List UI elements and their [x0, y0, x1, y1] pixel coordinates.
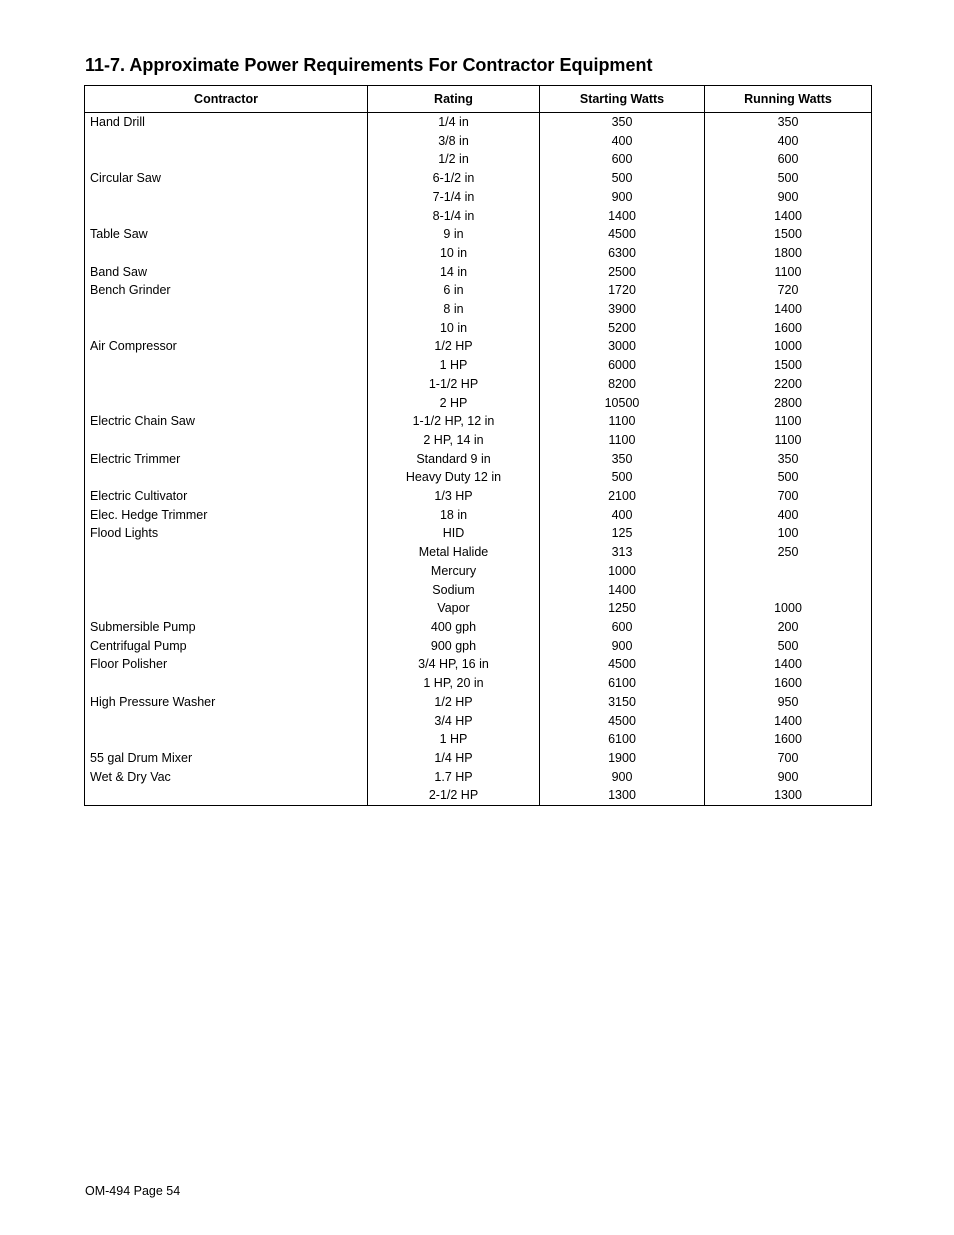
cell-starting-watts: 1400 [540, 581, 705, 600]
cell-rating: 1 HP [368, 356, 540, 375]
cell-rating: 6-1/2 in [368, 169, 540, 188]
page-footer: OM-494 Page 54 [85, 1184, 181, 1198]
cell-starting-watts: 10500 [540, 394, 705, 413]
cell-rating: 1-1/2 HP [368, 375, 540, 394]
cell-starting-watts: 3000 [540, 337, 705, 356]
cell-contractor [85, 581, 368, 600]
table-row [85, 169, 872, 188]
cell-running-watts [705, 581, 872, 600]
cell-starting-watts: 1400 [540, 207, 705, 226]
cell-rating: Standard 9 in [368, 450, 540, 469]
header-contractor: Contractor [85, 86, 368, 113]
table-row [85, 188, 872, 207]
cell-starting-watts: 1900 [540, 749, 705, 768]
cell-running-watts: 400 [705, 506, 872, 525]
cell-running-watts: 350 [705, 450, 872, 469]
cell-starting-watts: 600 [540, 618, 705, 637]
cell-running-watts: 500 [705, 169, 872, 188]
table-row [85, 468, 872, 487]
cell-running-watts: 500 [705, 468, 872, 487]
cell-contractor: Electric Cultivator [85, 487, 368, 506]
cell-rating: 10 in [368, 319, 540, 338]
cell-rating: 10 in [368, 244, 540, 263]
cell-starting-watts: 3150 [540, 693, 705, 712]
cell-starting-watts: 350 [540, 113, 705, 132]
cell-running-watts: 1600 [705, 319, 872, 338]
cell-contractor: High Pressure Washer [85, 693, 368, 712]
cell-running-watts: 500 [705, 637, 872, 656]
cell-contractor: Centrifugal Pump [85, 637, 368, 656]
cell-contractor [85, 132, 368, 151]
cell-contractor [85, 674, 368, 693]
table-row [85, 300, 872, 319]
cell-rating: 1 HP [368, 730, 540, 749]
table-row [85, 618, 872, 637]
cell-contractor [85, 375, 368, 394]
cell-rating: 18 in [368, 506, 540, 525]
table-row [85, 693, 872, 712]
cell-starting-watts: 400 [540, 132, 705, 151]
cell-rating: Mercury [368, 562, 540, 581]
cell-starting-watts: 3900 [540, 300, 705, 319]
cell-running-watts: 200 [705, 618, 872, 637]
cell-running-watts: 350 [705, 113, 872, 132]
cell-running-watts: 1100 [705, 263, 872, 282]
cell-running-watts: 700 [705, 487, 872, 506]
cell-rating: 14 in [368, 263, 540, 282]
cell-rating: 1 HP, 20 in [368, 674, 540, 693]
header-starting-watts: Starting Watts [540, 86, 705, 113]
cell-running-watts: 1000 [705, 599, 872, 618]
cell-rating: 1-1/2 HP, 12 in [368, 412, 540, 431]
table-row [85, 375, 872, 394]
cell-running-watts: 1500 [705, 225, 872, 244]
cell-running-watts: 1400 [705, 300, 872, 319]
cell-starting-watts: 500 [540, 468, 705, 487]
cell-running-watts: 700 [705, 749, 872, 768]
cell-running-watts: 1100 [705, 412, 872, 431]
table-row [85, 581, 872, 600]
table-row [85, 674, 872, 693]
cell-rating: 1/3 HP [368, 487, 540, 506]
cell-rating: 1/4 in [368, 113, 540, 132]
header-running-watts: Running Watts [705, 86, 872, 113]
table-row [85, 431, 872, 450]
cell-starting-watts: 4500 [540, 225, 705, 244]
cell-rating: 1.7 HP [368, 768, 540, 787]
cell-contractor [85, 431, 368, 450]
cell-running-watts: 720 [705, 281, 872, 300]
cell-running-watts: 2800 [705, 394, 872, 413]
cell-contractor [85, 562, 368, 581]
cell-contractor: Hand Drill [85, 113, 368, 132]
cell-running-watts: 950 [705, 693, 872, 712]
cell-contractor [85, 356, 368, 375]
cell-rating: Metal Halide [368, 543, 540, 562]
table-row [85, 263, 872, 282]
cell-contractor [85, 543, 368, 562]
cell-starting-watts: 6300 [540, 244, 705, 263]
cell-contractor: Flood Lights [85, 524, 368, 543]
cell-starting-watts: 6000 [540, 356, 705, 375]
table-header-row [85, 86, 872, 113]
header-rating: Rating [368, 86, 540, 113]
cell-running-watts: 900 [705, 188, 872, 207]
cell-rating: 400 gph [368, 618, 540, 637]
cell-rating: HID [368, 524, 540, 543]
cell-rating: 1/2 HP [368, 337, 540, 356]
table-row [85, 113, 872, 132]
cell-starting-watts: 4500 [540, 712, 705, 731]
cell-rating: 8 in [368, 300, 540, 319]
cell-rating: 2 HP, 14 in [368, 431, 540, 450]
cell-starting-watts: 1100 [540, 431, 705, 450]
cell-starting-watts: 900 [540, 188, 705, 207]
power-requirements-table [84, 85, 872, 806]
cell-starting-watts: 5200 [540, 319, 705, 338]
cell-contractor: Bench Grinder [85, 281, 368, 300]
cell-contractor: Table Saw [85, 225, 368, 244]
table-row [85, 599, 872, 618]
table-row [85, 524, 872, 543]
cell-contractor: Electric Chain Saw [85, 412, 368, 431]
cell-rating: 9 in [368, 225, 540, 244]
cell-starting-watts: 125 [540, 524, 705, 543]
cell-rating: 1/2 HP [368, 693, 540, 712]
cell-contractor [85, 712, 368, 731]
cell-contractor [85, 207, 368, 226]
cell-running-watts: 1300 [705, 786, 872, 805]
cell-contractor: Floor Polisher [85, 655, 368, 674]
cell-contractor [85, 319, 368, 338]
cell-starting-watts: 400 [540, 506, 705, 525]
cell-running-watts: 1400 [705, 655, 872, 674]
table-row [85, 450, 872, 469]
cell-contractor: Circular Saw [85, 169, 368, 188]
cell-running-watts: 1400 [705, 207, 872, 226]
cell-rating: 1/2 in [368, 150, 540, 169]
cell-running-watts: 1600 [705, 730, 872, 749]
cell-rating: 6 in [368, 281, 540, 300]
cell-running-watts: 2200 [705, 375, 872, 394]
cell-contractor: Electric Trimmer [85, 450, 368, 469]
table-row [85, 768, 872, 787]
table-row [85, 543, 872, 562]
cell-starting-watts: 6100 [540, 674, 705, 693]
cell-rating: 8-1/4 in [368, 207, 540, 226]
cell-starting-watts: 900 [540, 768, 705, 787]
table-row [85, 281, 872, 300]
table-row [85, 506, 872, 525]
cell-rating: Sodium [368, 581, 540, 600]
table-row [85, 637, 872, 656]
cell-rating: 2 HP [368, 394, 540, 413]
table-row [85, 244, 872, 263]
cell-rating: 3/4 HP [368, 712, 540, 731]
cell-contractor: Air Compressor [85, 337, 368, 356]
cell-starting-watts: 313 [540, 543, 705, 562]
table-row [85, 132, 872, 151]
table-row [85, 394, 872, 413]
cell-rating: 3/8 in [368, 132, 540, 151]
cell-running-watts: 1000 [705, 337, 872, 356]
table-row [85, 712, 872, 731]
table-row [85, 337, 872, 356]
cell-contractor: Band Saw [85, 263, 368, 282]
cell-starting-watts: 8200 [540, 375, 705, 394]
cell-starting-watts: 1250 [540, 599, 705, 618]
cell-contractor [85, 188, 368, 207]
cell-rating: Vapor [368, 599, 540, 618]
cell-starting-watts: 6100 [540, 730, 705, 749]
cell-starting-watts: 1300 [540, 786, 705, 805]
cell-contractor [85, 394, 368, 413]
cell-running-watts: 100 [705, 524, 872, 543]
section-title: 11-7. Approximate Power Requirements For Contractor Equipment [85, 55, 653, 75]
cell-running-watts: 1500 [705, 356, 872, 375]
cell-running-watts: 1400 [705, 712, 872, 731]
cell-rating: 3/4 HP, 16 in [368, 655, 540, 674]
cell-running-watts: 250 [705, 543, 872, 562]
cell-contractor [85, 468, 368, 487]
cell-rating: 900 gph [368, 637, 540, 656]
table-row [85, 749, 872, 768]
cell-running-watts: 1600 [705, 674, 872, 693]
cell-contractor [85, 786, 368, 805]
table-row [85, 319, 872, 338]
cell-rating: 7-1/4 in [368, 188, 540, 207]
cell-starting-watts: 350 [540, 450, 705, 469]
cell-running-watts: 600 [705, 150, 872, 169]
cell-contractor: 55 gal Drum Mixer [85, 749, 368, 768]
cell-running-watts: 900 [705, 768, 872, 787]
cell-starting-watts: 600 [540, 150, 705, 169]
table-row [85, 150, 872, 169]
table-row [85, 356, 872, 375]
cell-contractor: Elec. Hedge Trimmer [85, 506, 368, 525]
cell-running-watts: 400 [705, 132, 872, 151]
table-row [85, 487, 872, 506]
cell-contractor [85, 244, 368, 263]
cell-contractor [85, 150, 368, 169]
cell-starting-watts: 900 [540, 637, 705, 656]
cell-rating: Heavy Duty 12 in [368, 468, 540, 487]
table-body [85, 113, 872, 806]
table-row [85, 412, 872, 431]
cell-contractor: Wet & Dry Vac [85, 768, 368, 787]
cell-starting-watts: 500 [540, 169, 705, 188]
table-row [85, 207, 872, 226]
table-row [85, 562, 872, 581]
table-row [85, 655, 872, 674]
cell-starting-watts: 4500 [540, 655, 705, 674]
cell-running-watts: 1100 [705, 431, 872, 450]
cell-running-watts: 1800 [705, 244, 872, 263]
table-row [85, 730, 872, 749]
cell-contractor [85, 730, 368, 749]
cell-running-watts [705, 562, 872, 581]
cell-starting-watts: 1000 [540, 562, 705, 581]
cell-contractor [85, 599, 368, 618]
cell-starting-watts: 2500 [540, 263, 705, 282]
cell-rating: 1/4 HP [368, 749, 540, 768]
cell-contractor [85, 300, 368, 319]
cell-starting-watts: 2100 [540, 487, 705, 506]
cell-starting-watts: 1100 [540, 412, 705, 431]
cell-starting-watts: 1720 [540, 281, 705, 300]
table-row [85, 225, 872, 244]
cell-contractor: Submersible Pump [85, 618, 368, 637]
cell-rating: 2-1/2 HP [368, 786, 540, 805]
table-row [85, 786, 872, 805]
